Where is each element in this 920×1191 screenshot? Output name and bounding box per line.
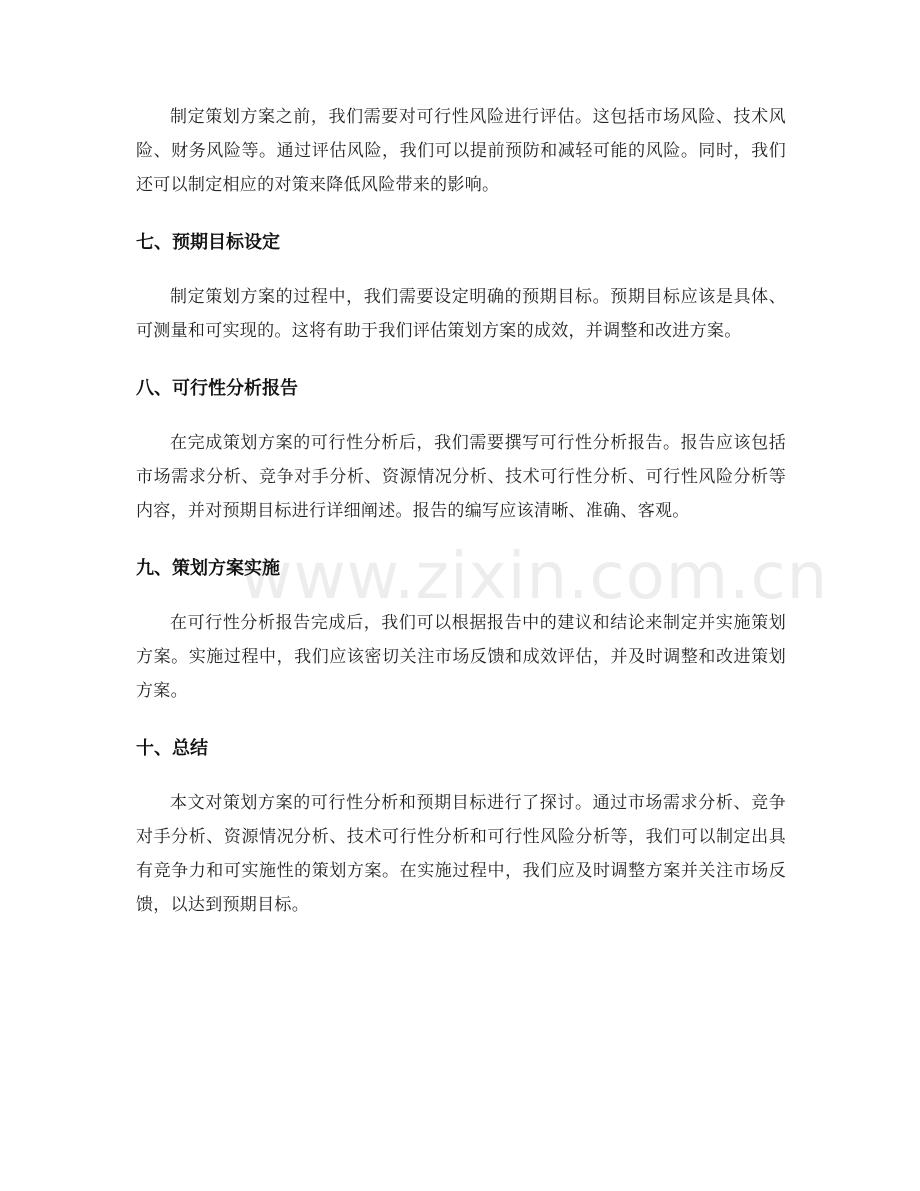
document-page <box>136 100 786 922</box>
heading-feasibility-report: 八、可行性分析报告 <box>136 378 298 399</box>
heading-expected-goals: 七、预期目标设定 <box>136 232 280 253</box>
watermark: www.zixin.com.cn <box>240 540 829 614</box>
paragraph-expected-goals: 制定策划方案的过程中，我们需要设定明确的预期目标。预期目标应该是具体、可测量和可实现的。这将有助于我们评估策划方案的成效，并调整和改进方案。 <box>136 287 786 341</box>
paragraph-feasibility-report: 在完成策划方案的可行性分析后，我们需要撰写可行性分析报告。报告应该包括市场需求分析、竞争对手分析、资源情况分析、技术可行性分析、可行性风险分析等内容，并对预期目标进行详细阐述。报告的编写应该清晰、准确、客观。 <box>136 433 786 521</box>
heading-plan-implementation: 九、策划方案实施 <box>136 558 280 579</box>
paragraph-risk-assessment: 制定策划方案之前，我们需要对可行性风险进行评估。这包括市场风险、技术风险、财务风险等。通过评估风险，我们可以提前预防和减轻可能的风险。同时，我们还可以制定相应的对策来降低风险带来的影响。 <box>136 107 786 195</box>
paragraph-summary: 本文对策划方案的可行性分析和预期目标进行了探讨。通过市场需求分析、竞争对手分析、资源情况分析、技术可行性分析和可行性风险分析等，我们可以制定出具有竞争力和可实施性的策划方案。在实施过程中，我们应及时调整方案并关注市场反馈，以达到预期目标。 <box>136 793 786 915</box>
paragraph-plan-implementation: 在可行性分析报告完成后，我们可以根据报告中的建议和结论来制定并实施策划方案。实施过程中，我们应该密切关注市场反馈和成效评估，并及时调整和改进策划方案。 <box>136 613 786 701</box>
heading-summary: 十、总结 <box>136 738 208 759</box>
